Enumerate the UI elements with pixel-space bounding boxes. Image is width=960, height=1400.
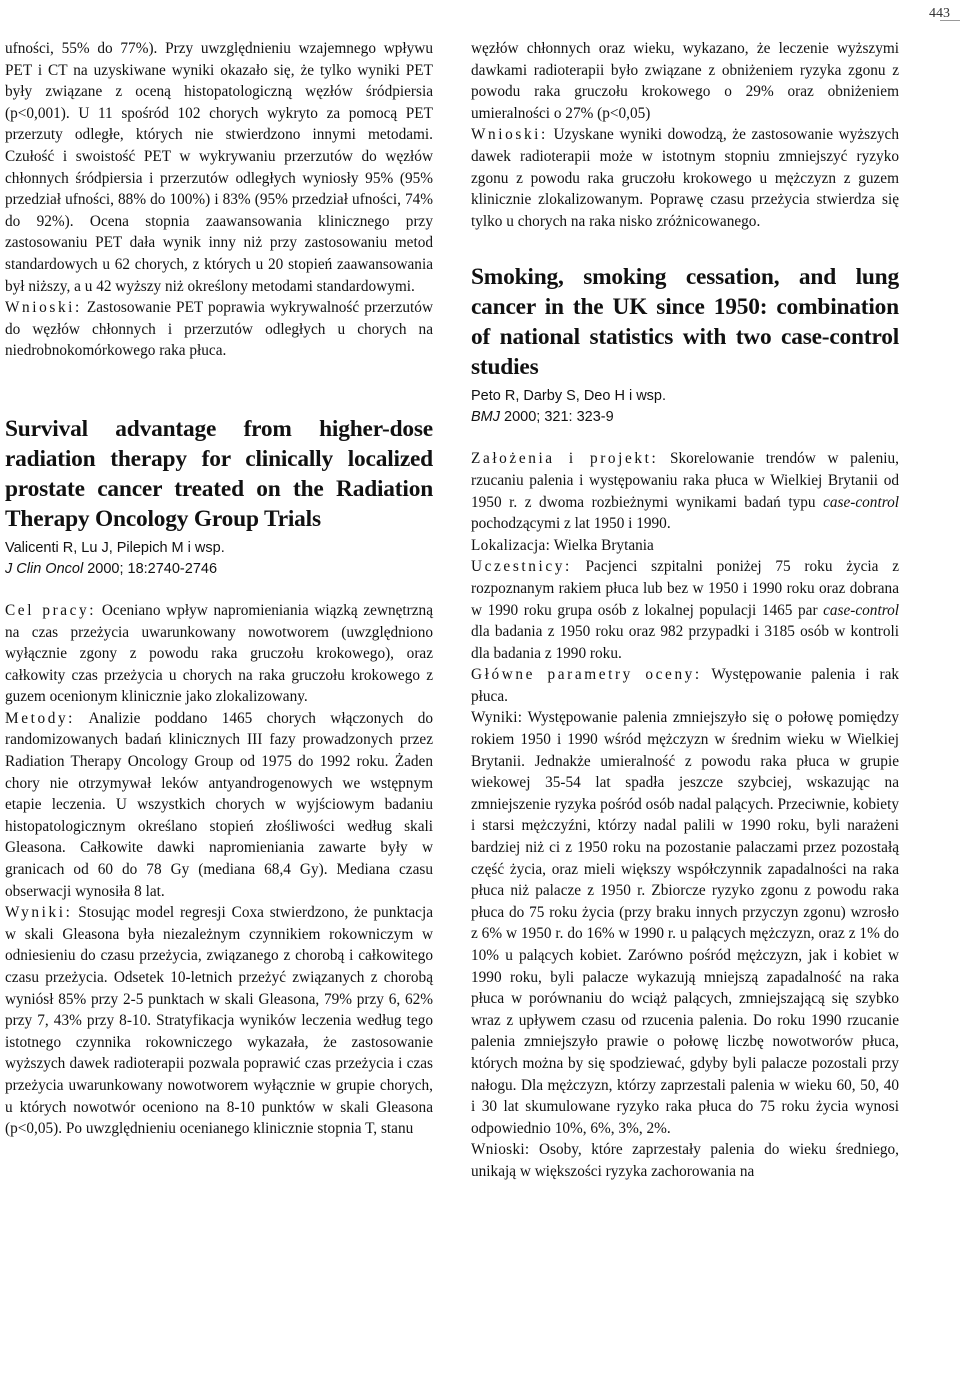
section-participants <box>471 556 899 664</box>
article-title: Smoking, smoking cessation, and lung cancer in the UK since 1950: combination of national statistics with two case-control studies <box>471 264 899 381</box>
section-label: Wyniki: <box>5 904 73 922</box>
section-text: Osoby, które zaprzestały palenia do wieku średniego, unikają w większości ryzyka zachorowania na <box>471 1141 899 1180</box>
left-continuation-text: ufności, 55% do 77%). Przy uwzględnieniu wzajemnego wpływu PET i CT na uzyskiwane wyniki okazało się, że tylko wyniki PET były związane z oceną histopatologiczną węzłów śródpiersia (p<0,001). U 11 spośród 102 chorych wykryto za pomocą PET przerzuty odległe, których nie stwierdzono innymi metodami. Czułość i swoistość PET w wykrywaniu przerzutów do węzłów chłonnych śródpiersia i przerzutów odległych wyniosły 95% (95% przedział ufności, 88% do 100%) i 83% (95% przedział ufności, 74% do 92%). Ocena stopnia zaawansowania klinicznego przy zastosowaniu PET dała wynik inny niż przy zastosowaniu metod standardowych u 62 chorych, z których u 20 stopień zaawansowania był niższy, a u 42 wyższy niż określony metodami standardowymi. <box>5 40 433 295</box>
journal-name: J Clin Oncol <box>5 560 84 577</box>
section-label: Wnioski: <box>471 126 548 144</box>
section-text: Występowanie palenia i rak płuca. <box>471 666 900 705</box>
section-label: Założenia i projekt: <box>471 450 659 468</box>
section-emphasis: case-control <box>823 601 899 619</box>
right-conclusion <box>471 124 899 232</box>
article-journal <box>471 407 899 428</box>
section-label: Wnioski: <box>5 299 82 317</box>
section-label: Metody: <box>5 709 76 727</box>
article-gap <box>471 232 899 262</box>
section-text: Analizie poddano 1465 chorych włączonych do randomizowanych badań klinicznych III fazy prowadzonych przez Radiation Therapy Oncology Group od 1975 do 1992 roku. Żaden chory nie otrzymywał leków antyandrogenowych we wstępnym etapie leczenia. U wszystkich chorych w wyjściowym badaniu histopatologicznym określano stopień złośliwości według skali Gleasona. Całkowite dawki napromieniania zawarte były w granicach od 60 do 78 Gy (mediana 68,4 Gy). Mediana czasu obserwacji wynosiła 8 lat. <box>5 709 433 900</box>
section-label: Cel pracy: <box>5 601 97 619</box>
section-aim <box>5 600 433 708</box>
section-text: Zastosowanie PET poprawia wykrywalność przerzutów do węzłów chłonnych i przerzutów odległych u chorych na niedrobnokomórkowego raka płuca. <box>5 299 433 360</box>
section-label: Wyniki: <box>471 709 523 727</box>
section-label: Lokalizacja: <box>471 536 551 554</box>
section-label: Uczestnicy: <box>471 558 572 576</box>
section-text-tail: pochodzącymi z lat 1950 i 1990. <box>471 515 671 533</box>
section-design <box>471 448 899 534</box>
section-text: Stosując model regresji Coxa stwierdzono, że punktacja w skali Gleasona była niezależnym czynnikiem rokowniczym w odniesieniu do czasu przeżycia, związanego z chorobą i całkowitego czasu przeżycia. Odsetek 10-letnich przeżyć związanych z chorobą wyniósł 85% przy 2-5 punktach w skali Gleasona, 79% przy 6, 62% przy 7, 43% przy 8-10. Stratyfikacja wyników leczenia według tego istotnego czynnika rokowniczego wykazała, że zastosowanie wyższych dawek radioterapii pozwala poprawić czas przeżycia i czas przeżycia uwarunkowany nowotworem wyłącznie w grupie chorych, u których nowotwór oceniono na 8-10 punktów w skali Gleasona (p<0,05). Po uwzględnieniu ocenianego klinicznie stopnia T, stanu <box>5 904 433 1138</box>
section-text-tail: dla badania z 1950 roku oraz 982 przypadki i 3185 osób w kontroli dla badania z 1990 roku. <box>471 623 899 662</box>
right-column <box>471 38 899 1183</box>
article-journal <box>5 559 433 580</box>
section-text: Występowanie palenia zmniejszyło się o połowę pomiędzy rokiem 1950 i 1990 wśród mężczyzn w średnim wieku w Wielkiej Brytanii. Jednakże umieralność z powodu raka płuca w grupie wiekowej 35-54 lat spadła jeszcze szybciej, wskazując na zmniejszenie ryzyka pośród osób nadal palących. Przeciwnie, kobiety i starsi mężczyźni, którzy nadal palili w 1990 roku, byli narażeni bardziej niż ci z 1950 roku na pozostanie palaczami przez pozostałą część życia, oraz mieli większy współczynnik zapadalności na raka płuca niż palacze z 1950 r. Zbiorcze ryzyko zgonu z powodu raka płuca do 75 roku życia (przy braku innych przyczyn zgonu) wzrosło z 6% w 1950 r. do 16% w 1990 r. u palących mężczyzn, oraz z 1% do 10% u palących kobiet. Zarówno pośród mężczyzn, jak i kobiet w 1990 roku, byli palacze wykazują mniejszą zapadalność na raka płuca w porównaniu do wciąż palących, zmniejszającą się szybko wraz z upływem czasu od rzucenia palenia. Do roku 1990 rzucanie palenia zmniejszyło prawie o połowę liczbę nowotworów płuca, których można by się spodziewać, gdyby byli palacze pozostali przy nałogu. Dla mężczyzn, którzy zaprzestali palenia w wieku 60, 50, 40 i 30 lat skumulowane ryzyko raka płuca do 75 roku życia wynosi odpowiednio 10%, 6%, 3%, 2%. <box>471 709 899 1137</box>
article-authors: Peto R, Darby S, Deo H i wsp. <box>471 388 667 405</box>
article-title: Survival advantage from higher-dose radiation therapy for clinically localized prostate cancer treated on the Radiation Therapy Oncology Group Trials <box>5 415 433 532</box>
section-label: Główne parametry oceny: <box>471 666 702 684</box>
header-rule <box>940 20 960 21</box>
section-location <box>471 535 899 557</box>
page-number: 443 <box>929 6 950 21</box>
left-column <box>5 38 433 1140</box>
section-methods <box>5 708 433 902</box>
section-label: Wnioski: <box>471 1141 530 1159</box>
journal-name: BMJ <box>471 409 500 426</box>
section-text: Uzyskane wyniki dowodzą, że zastosowanie wyższych dawek radioterapii może w istotnym stopniu zmniejszyć ryzyko zgonu z powodu raka gruczołu krokowego u mężczyzn z guzem klinicznie zlokalizowanym. Poprawę czasu przeżycia stwierdza się tylko u chorych na raka nisko zróżnicowanego. <box>471 126 899 230</box>
journal-ref: 2000; 18:2740-2746 <box>83 560 218 577</box>
section-text: Pacjenci szpitalni poniżej 75 roku życia z rozpoznanym rakiem płuca lub bez w 1950 i 1990 roku oraz dobrana w 1990 roku grupa osób z lokalnej populacji 1465 par <box>471 558 899 619</box>
section-outcomes <box>471 664 899 707</box>
section-conclusions <box>471 1139 899 1182</box>
section-emphasis: case-control <box>823 493 899 511</box>
section-text: Oceniano wpływ napromieniania wiązką zewnętrzną na czas przeżycia uwarunkowany nowotworem (uwzględniono wyłącznie zgony z powodu raka gruczołu krokowego), oraz całkowity czas przeżycia u chorych na raka gruczołu krokowego z guzem ocenionym klinicznie jako zlokalizowany. <box>5 601 433 706</box>
section-text: Wielka Brytania <box>550 536 654 554</box>
section-text: Skorelowanie trendów w paleniu, rzucaniu palenia i występowaniu raka płuca w Wielkiej Brytanii od 1950 r. z dwoma rozbieżnymi wynikami badań typu <box>471 450 899 511</box>
journal-ref: 2000; 321: 323-9 <box>500 409 614 426</box>
article-authors: Valicenti R, Lu J, Pilepich M i wsp. <box>5 539 225 556</box>
left-conclusion <box>5 297 433 362</box>
article-gap <box>5 362 433 414</box>
right-continuation-text: węzłów chłonnych oraz wieku, wykazano, że leczenie wyższymi dawkami radioterapii było związane z obniżeniem ryzyka zgonu z powodu raka gruczołu krokowego o 29% oraz obniżeniem umieralności o 27% (p<0,05) <box>471 40 899 122</box>
section-results <box>471 707 899 1139</box>
section-results <box>5 902 433 1140</box>
